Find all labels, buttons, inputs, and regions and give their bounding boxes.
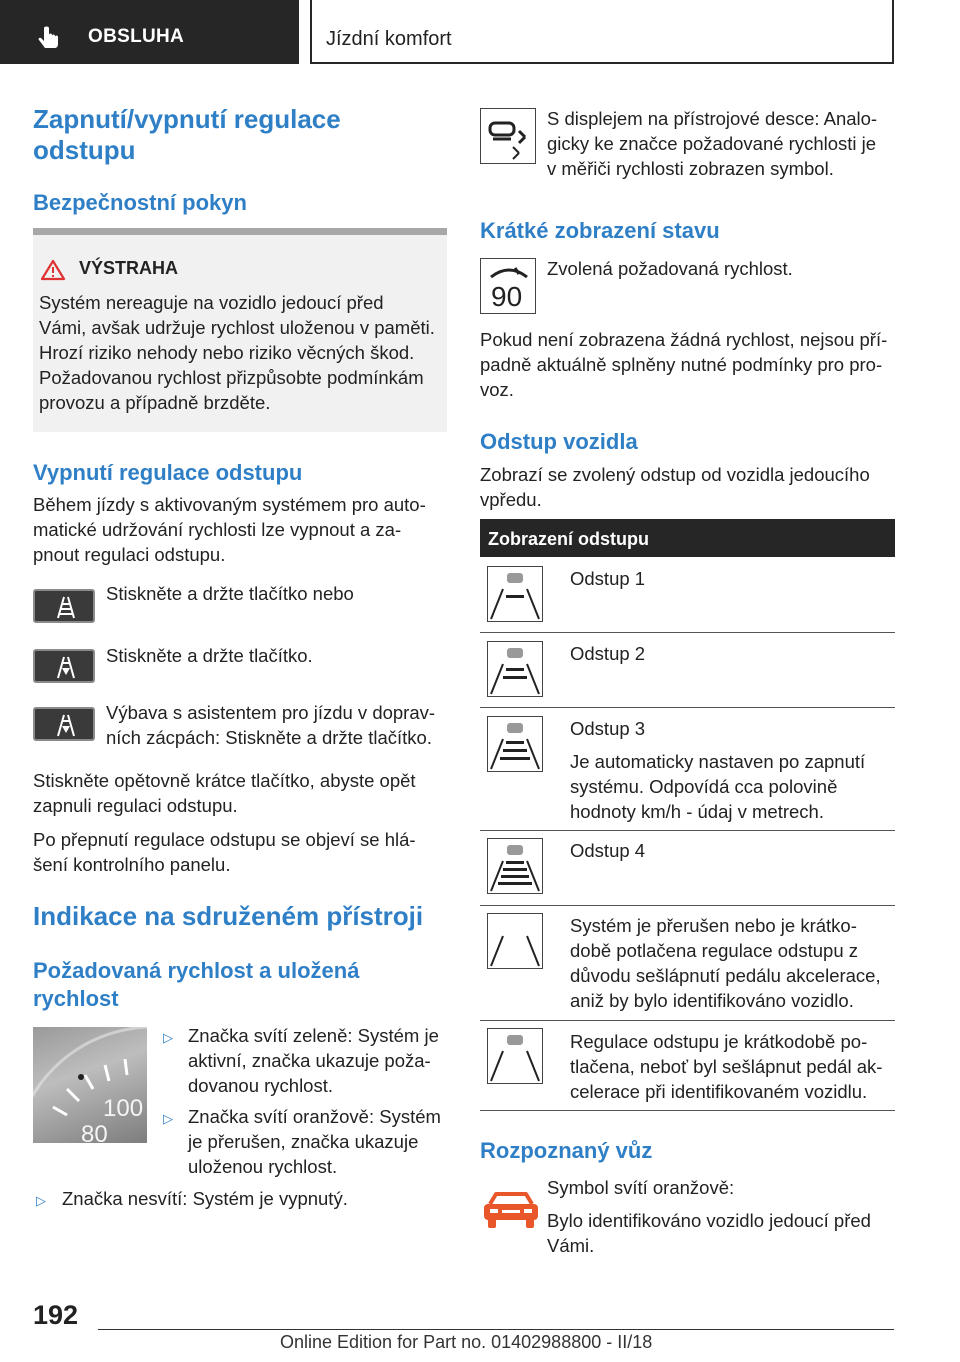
distance-text: Zobrazí se zvolený odstup od vozidla jedoucího vpředu. — [480, 464, 870, 510]
page-title: Zapnutí/vypnutí regulace odstupu — [33, 104, 341, 165]
table-header: Zobrazení odstupu — [480, 519, 895, 557]
short-status-heading: Krátké zobrazení stavu — [480, 218, 720, 243]
recognized-text: Symbol svítí oranžově: Bylo identifikováno vozidlo jedoucí před Vámi. — [547, 1177, 871, 1256]
table-divider — [480, 1110, 895, 1111]
gauge-label-80: 80 — [81, 1121, 108, 1143]
warning-title: VÝSTRAHA — [79, 258, 179, 278]
distance-suppressed-icon — [487, 1028, 543, 1084]
hand-pointer-icon — [36, 26, 62, 52]
distance-3-icon — [487, 716, 543, 772]
table-row-text: Odstup 2 — [570, 643, 646, 664]
selected-speed-text: Zvolená požadovaná rychlost. — [547, 258, 793, 279]
no-speed-text: Pokud není zobrazena žádná rychlost, nejsou pří- padně aktuálně splněny nutné podmínky pro pro- voz. — [480, 329, 888, 400]
safety-heading: Bezpečnostní pokyn — [33, 190, 247, 215]
chapter-label: Jízdní komfort — [326, 28, 452, 50]
paragraph-reactivate: Stiskněte opětovně krátce tlačítko, abyste opět zapnuli regulaci odstupu. — [33, 770, 416, 816]
edition-text: Online Edition for Part no. 01402988800 - II/18 — [280, 1332, 653, 1352]
distance-heading: Odstup vozidla — [480, 429, 638, 454]
indication-heading: Indikace na sdruženém přístroji — [33, 901, 424, 931]
distance-symbol-icon — [480, 108, 536, 164]
display-text: S displejem na přístrojové desce: Analo- gicky ke značce požadované rychlosti je v měřiči rychlosti zobrazen symbol. — [547, 108, 878, 179]
gauge-label-100: 100 — [103, 1095, 144, 1122]
table-divider — [480, 830, 895, 831]
table-row-text: Regulace odstupu je krátkodobě po- tlačena, neboť byl sešlápnut pedál ak- celerace při identifikovaném vozidlu. — [570, 1031, 883, 1102]
speed-symbol-icon: 90 — [480, 258, 536, 314]
distance-1-icon — [487, 566, 543, 622]
button-row-3-text: Výbava s asistentem pro jízdu v doprav- ních zácpách: Stiskněte a držte tlačítko. — [106, 702, 436, 748]
car-icon — [480, 1190, 542, 1230]
distance-button-icon — [33, 649, 95, 683]
distance-2-icon — [487, 641, 543, 697]
section-label: OBSLUHA — [88, 26, 185, 47]
bullet-item: Značka svítí zeleně: Systém je aktivní, značka ukazuje poža- dovanou rychlost. — [188, 1025, 439, 1096]
switch-off-heading: Vypnutí regulace odstupu — [33, 460, 303, 485]
distance-button-icon — [33, 589, 95, 623]
chapter-tab — [310, 0, 894, 64]
paragraph-message: Po přepnutí regulace odstupu se objeví se hlá- šení kontrolního panelu. — [33, 829, 416, 875]
distance-interrupted-icon — [487, 913, 543, 969]
table-divider — [480, 632, 895, 633]
bullet-item: Značka svítí oranžově: Systém je přerušen, značka ukazuje uloženou rychlost. — [188, 1106, 441, 1177]
table-divider — [480, 905, 895, 906]
table-row-text: Odstup 1 — [570, 568, 646, 589]
bullet-marker: ▷ — [163, 1111, 173, 1126]
button-row-2-text: Stiskněte a držte tlačítko. — [106, 645, 313, 666]
speed-heading: Požadovaná rychlost a uložená rychlost — [33, 958, 360, 1011]
warning-box — [33, 228, 447, 432]
recognized-heading: Rozpoznaný vůz — [480, 1138, 653, 1163]
section-tab — [0, 0, 299, 64]
table-row-text: Systém je přerušen nebo je krátko- době potlačena regulace odstupu z důvodu sešlápnutí pedálu akcelerace, aniž by bylo identifikováno vozidlo. — [570, 915, 881, 1011]
switch-off-text: Během jízdy s aktivovaným systémem pro auto- matické udržování rychlosti lze vypnout a za- pnout regulaci odstupu. — [33, 494, 426, 565]
bullet-marker: ▷ — [163, 1030, 173, 1045]
page-number: 192 — [33, 1300, 79, 1330]
table-row-text: Odstup 4 — [570, 840, 646, 861]
table-divider — [480, 707, 895, 708]
warning-triangle-icon — [40, 259, 66, 281]
traffic-jam-assistant-button-icon — [33, 707, 95, 741]
speedometer-image — [33, 1027, 147, 1143]
footer-divider — [98, 1329, 894, 1330]
table-row-text: Odstup 3 Je automaticky nastaven po zapnutí systému. Odpovídá cca polovině hodnoty km/h - údaj v metrech. — [570, 718, 866, 822]
table-divider — [480, 1020, 895, 1021]
bullet-item: Značka nesvítí: Systém je vypnutý. — [62, 1188, 348, 1209]
bullet-marker: ▷ — [36, 1193, 46, 1208]
distance-4-icon — [487, 838, 543, 894]
button-row-1-text: Stiskněte a držte tlačítko nebo — [106, 583, 354, 604]
warning-text: Systém nereaguje na vozidlo jedoucí před Vámi, avšak udržuje rychlost uloženou v paměti. Hrozí riziko nehody nebo riziko věcných škod. Požadovanou rychlost přizpůsobte podmínkám provozu a případně brzděte. — [39, 292, 435, 413]
